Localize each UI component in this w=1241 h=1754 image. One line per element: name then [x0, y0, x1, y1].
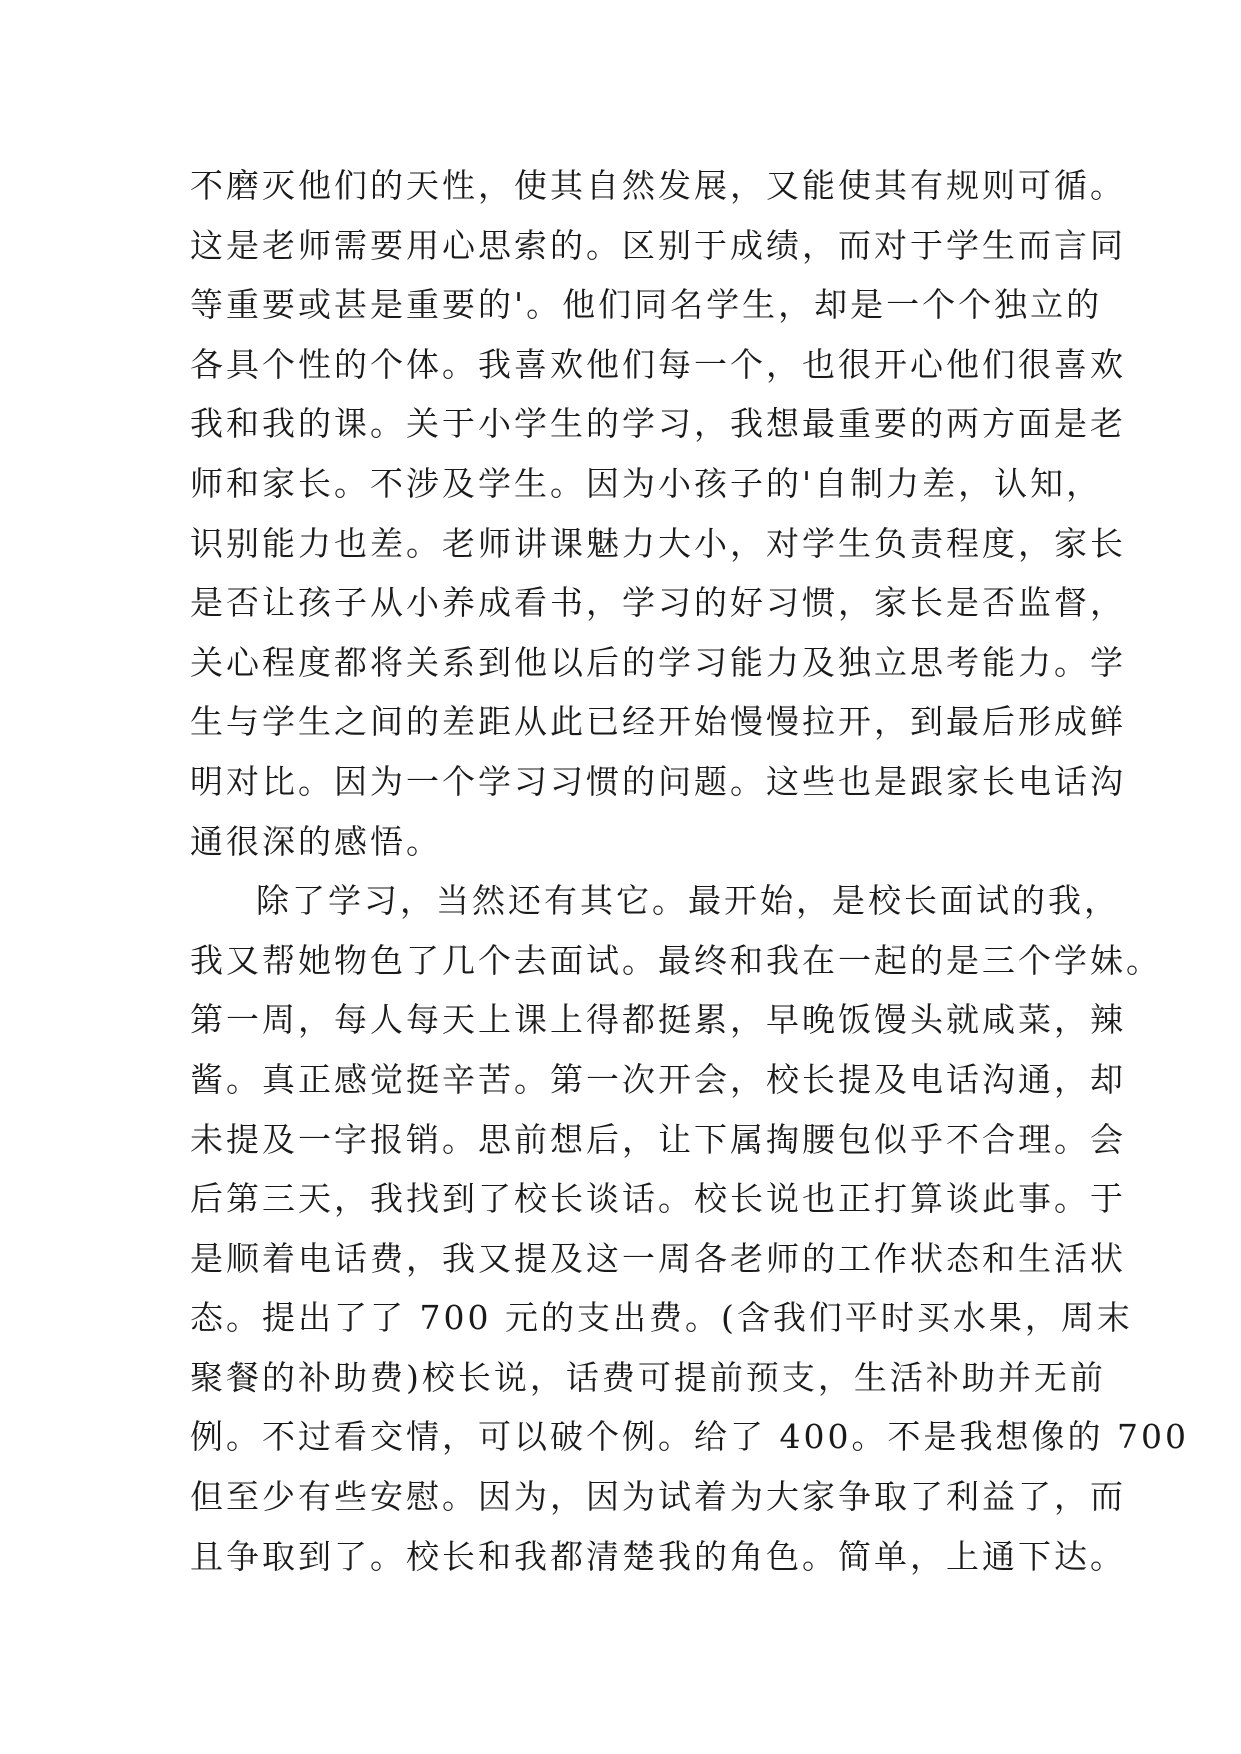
text-line: 生与学生之间的差距从此已经开始慢慢拉开，到最后形成鲜: [190, 702, 1126, 742]
text-line: 这是老师需要用心思索的。区别于成绩，而对于学生而言同: [190, 225, 1126, 265]
text-line: 不磨灭他们的天性，使其自然发展，又能使其有规则可循。: [190, 166, 1126, 205]
text-line: 我又帮她物色了几个去面试。最终和我在一起的是三个学妹。: [190, 940, 1162, 980]
text-line: 是顺着电话费，我又提及这一周各老师的工作状态和生活状: [190, 1238, 1126, 1278]
text-line: 通很深的感悟。: [190, 821, 442, 861]
text-line: 识别能力也差。老师讲课魅力大小，对学生负责程度，家长: [190, 523, 1126, 563]
text-line: 但至少有些安慰。因为，因为试着为大家争取了利益了，而: [190, 1477, 1126, 1517]
text-line: 酱。真正感觉挺辛苦。第一次开会，校长提及电话沟通，却: [190, 1059, 1126, 1099]
text-line: 师和家长。不涉及学生。因为小孩子的'自制力差，认知，: [190, 463, 1103, 503]
text-line: 第一周，每人每天上课上得都挺累，早晚饭馒头就咸菜，辣: [190, 1000, 1126, 1040]
paragraph-start-line: 除了学习，当然还有其它。最开始，是校长面试的我，: [256, 881, 1120, 921]
text-line: 且争取到了。校长和我都清楚我的角色。简单，上通下达。: [190, 1536, 1126, 1576]
text-line: 等重要或甚是重要的'。他们同名学生，却是一个个独立的: [190, 285, 1103, 325]
text-line: 我和我的课。关于小学生的学习，我想最重要的两方面是老: [190, 404, 1126, 444]
text-line: 聚餐的补助费)校长说，话费可提前预支，生活补助并无前: [190, 1357, 1106, 1397]
text-line: 态。提出了了 700 元的支出费。(含我们平时买水果，周末: [190, 1298, 1133, 1338]
body-text: [190, 156, 1189, 1586]
text-line: 例。不过看交情，可以破个例。给了 400。不是我想像的 700: [190, 1417, 1189, 1457]
text-line: 各具个性的个体。我喜欢他们每一个，也很开心他们很喜欢: [190, 344, 1126, 384]
text-line: 是否让孩子从小养成看书，学习的好习惯，家长是否监督，: [190, 583, 1126, 623]
text-line: 未提及一字报销。思前想后，让下属掏腰包似乎不合理。会: [190, 1119, 1126, 1159]
text-line: 明对比。因为一个学习习惯的问题。这些也是跟家长电话沟: [190, 761, 1126, 801]
text-line: 关心程度都将关系到他以后的学习能力及独立思考能力。学: [190, 642, 1126, 682]
text-line: 后第三天，我找到了校长谈话。校长说也正打算谈此事。于: [190, 1179, 1126, 1219]
